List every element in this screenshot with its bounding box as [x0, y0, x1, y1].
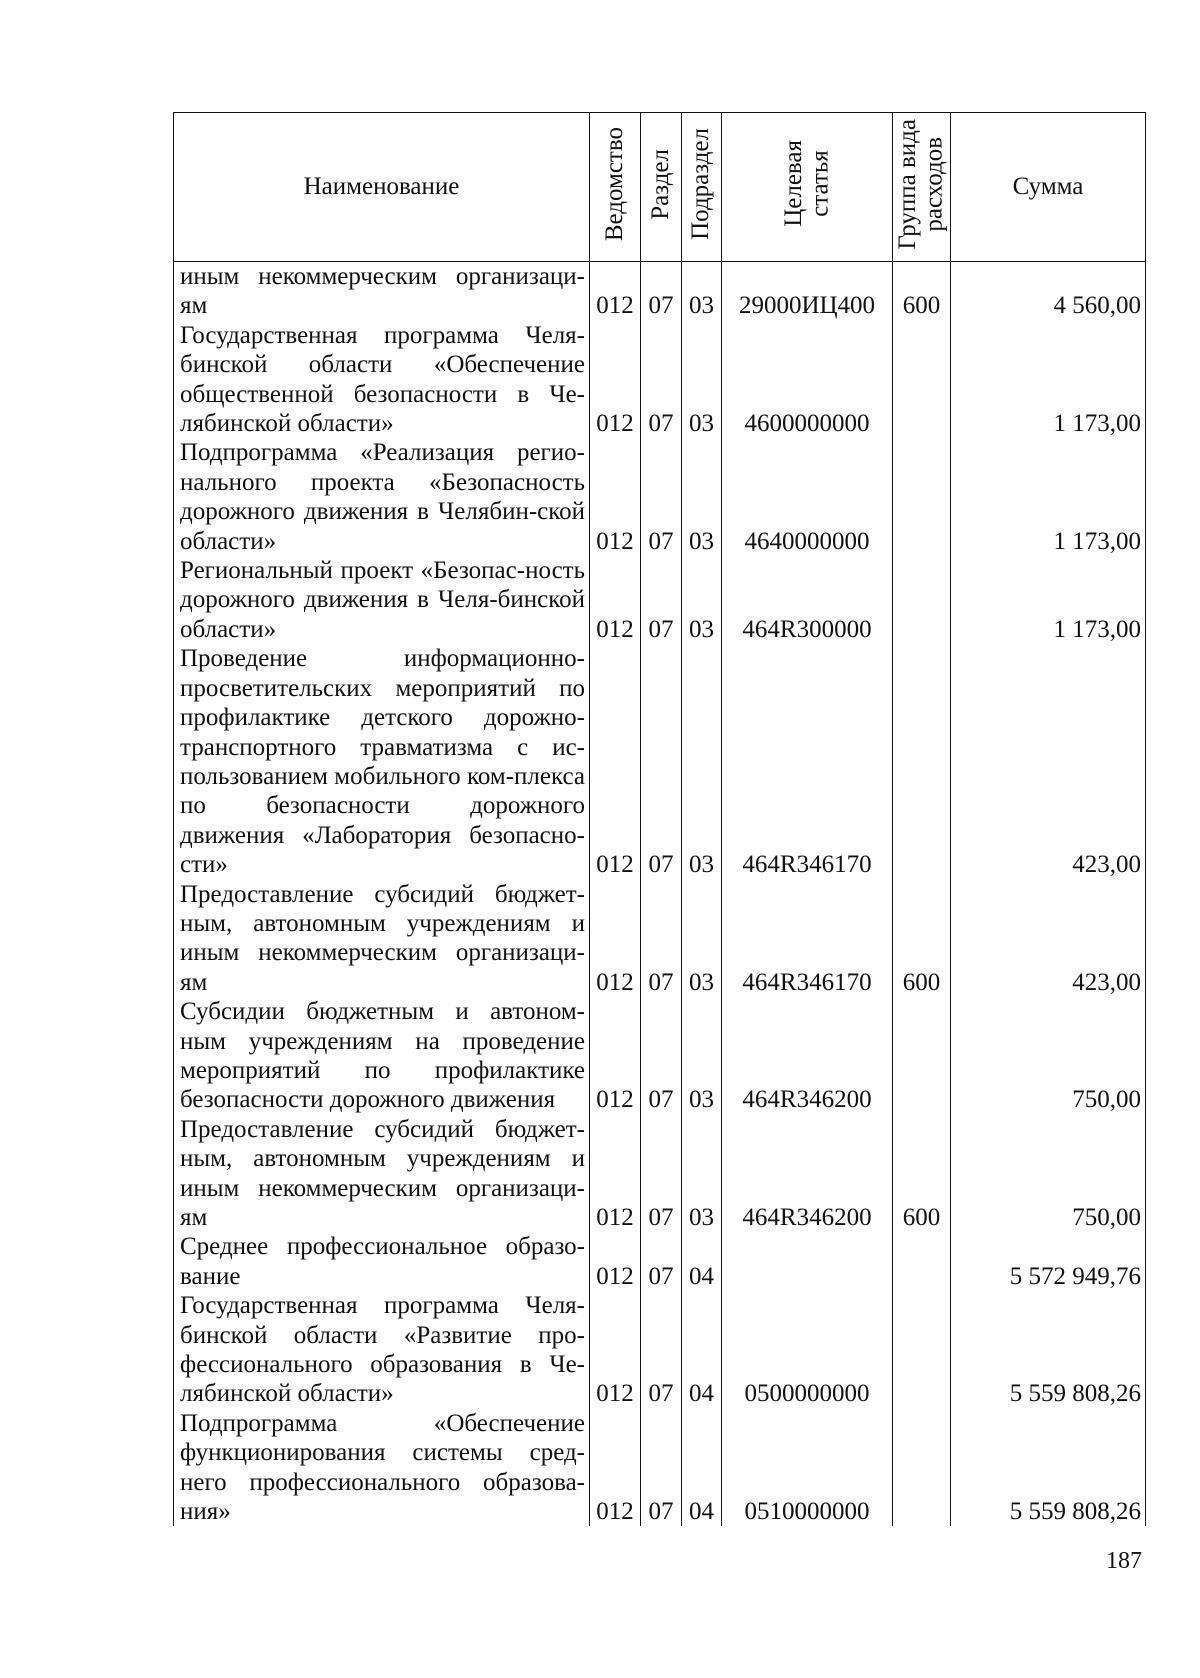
row-section-cell: 07: [641, 1232, 682, 1291]
table-row: [174, 1115, 1146, 1233]
row-subsection-cell: 03: [682, 997, 722, 1115]
table-header: [174, 113, 1146, 262]
row-expense-group-cell: [893, 1232, 951, 1291]
row-department-cell: 012: [590, 556, 641, 644]
row-amount-cell: 423,00: [951, 880, 1146, 998]
header-expense-group-line2: расходов: [920, 136, 948, 232]
row-subsection-cell: 03: [682, 644, 722, 879]
row-expense-group-cell: [893, 997, 951, 1115]
row-subsection-cell: 03: [682, 1115, 722, 1233]
row-department-cell: 012: [590, 262, 641, 321]
row-name-cell: Государственная программа Челя-бинской области «Развитие про-фессионального образования в Че-лябинской области»: [174, 1291, 590, 1409]
row-subsection-cell: 03: [682, 556, 722, 644]
table-row: [174, 1232, 1146, 1291]
row-expense-group-cell: [893, 1291, 951, 1409]
header-department: [590, 113, 641, 262]
table-row: [174, 438, 1146, 556]
row-department-cell: 012: [590, 321, 641, 439]
table-body: [174, 262, 1146, 1527]
row-subsection-cell: 03: [682, 438, 722, 556]
row-subsection-cell: 04: [682, 1291, 722, 1409]
row-department-cell: 012: [590, 1291, 641, 1409]
row-name-cell: Субсидии бюджетным и автоном-ным учреждениям на проведение мероприятий по профилактике безопасности дорожного движения: [174, 997, 590, 1115]
table-row: [174, 997, 1146, 1115]
header-target-article: [722, 113, 893, 262]
header-amount: [951, 113, 1146, 262]
header-target-article-line1: Целевая: [779, 140, 807, 228]
row-amount-cell: 750,00: [951, 997, 1146, 1115]
row-target-article-cell: 464R346200: [722, 1115, 893, 1233]
row-section-cell: 07: [641, 880, 682, 998]
row-subsection-cell: 04: [682, 1232, 722, 1291]
row-section-cell: 07: [641, 556, 682, 644]
row-section-cell: 07: [641, 262, 682, 321]
row-expense-group-cell: 600: [893, 880, 951, 998]
row-amount-cell: 423,00: [951, 644, 1146, 879]
row-target-article-cell: 464R346170: [722, 880, 893, 998]
row-amount-cell: 750,00: [951, 1115, 1146, 1233]
row-subsection-cell: 04: [682, 1409, 722, 1527]
row-amount-cell: 1 173,00: [951, 438, 1146, 556]
row-target-article-cell: 464R300000: [722, 556, 893, 644]
row-subsection-cell: 03: [682, 880, 722, 998]
page-number: 187: [1106, 1548, 1142, 1574]
row-department-cell: 012: [590, 880, 641, 998]
header-target-article-text: [781, 140, 834, 227]
row-section-cell: 07: [641, 1115, 682, 1233]
row-amount-cell: 1 173,00: [951, 321, 1146, 439]
row-target-article-cell: 4600000000: [722, 321, 893, 439]
header-expense-group-line1: Группа вида: [894, 118, 922, 250]
budget-expenditure-table: [173, 112, 1146, 1526]
header-subsection-text: Подраздел: [687, 127, 715, 240]
table-row: [174, 556, 1146, 644]
row-amount-cell: 1 173,00: [951, 556, 1146, 644]
table-row: [174, 1409, 1146, 1527]
row-expense-group-cell: 600: [893, 262, 951, 321]
header-name-text: Наименование: [303, 172, 460, 200]
header-section-text: Раздел: [646, 148, 674, 220]
row-section-cell: 07: [641, 997, 682, 1115]
row-target-article-cell: 464R346200: [722, 997, 893, 1115]
row-department-cell: 012: [590, 644, 641, 879]
header-subsection: [682, 113, 722, 262]
row-name-cell: Предоставление субсидий бюджет-ным, автономным учреждениям и иным некоммерческим организаци-ям: [174, 880, 590, 998]
row-expense-group-cell: 600: [893, 1115, 951, 1233]
row-amount-cell: 5 559 808,26: [951, 1409, 1146, 1527]
header-department-text: Ведомство: [600, 126, 628, 241]
row-target-article-cell: 0510000000: [722, 1409, 893, 1527]
table-row: [174, 262, 1146, 321]
row-name-cell: Подпрограмма «Реализация регио-нального проекта «Безопасность дорожного движения в Челябин-ской области»: [174, 438, 590, 556]
row-department-cell: 012: [590, 438, 641, 556]
header-target-article-line2: статья: [806, 150, 833, 218]
row-department-cell: 012: [590, 1232, 641, 1291]
header-expense-group-text: [895, 119, 948, 250]
row-name-cell: Подпрограмма «Обеспечение функционирования системы сред-него профессионального образова-ния»: [174, 1409, 590, 1527]
table-row: [174, 321, 1146, 439]
row-amount-cell: 5 559 808,26: [951, 1291, 1146, 1409]
row-target-article-cell: 4640000000: [722, 438, 893, 556]
header-expense-group: [893, 113, 951, 262]
row-name-cell: Проведение информационно-просветительских мероприятий по профилактике детского дорожно-транспортного травматизма с ис-пользованием мобильного ком-плекса по безопасности дорожного движения «Лаборатория безопасно-сти»: [174, 644, 590, 879]
row-target-article-cell: 29000ИЦ400: [722, 262, 893, 321]
row-name-cell: Региональный проект «Безопас-ность дорожного движения в Челя-бинской области»: [174, 556, 590, 644]
table-row: [174, 880, 1146, 998]
row-target-article-cell: [722, 1232, 893, 1291]
row-expense-group-cell: [893, 438, 951, 556]
row-section-cell: 07: [641, 1409, 682, 1527]
row-expense-group-cell: [893, 556, 951, 644]
row-name-cell: Среднее профессиональное образо-вание: [174, 1232, 590, 1291]
row-name-cell: иным некоммерческим организаци-ям: [174, 262, 590, 321]
row-amount-cell: 4 560,00: [951, 262, 1146, 321]
table-row: [174, 644, 1146, 879]
row-department-cell: 012: [590, 1115, 641, 1233]
row-section-cell: 07: [641, 321, 682, 439]
row-expense-group-cell: [893, 1409, 951, 1527]
row-subsection-cell: 03: [682, 262, 722, 321]
row-name-cell: Предоставление субсидий бюджет-ным, автономным учреждениям и иным некоммерческим организаци-ям: [174, 1115, 590, 1233]
table-row: [174, 1291, 1146, 1409]
row-department-cell: 012: [590, 1409, 641, 1527]
row-target-article-cell: 464R346170: [722, 644, 893, 879]
header-name: [174, 113, 590, 262]
row-section-cell: 07: [641, 1291, 682, 1409]
header-section: [641, 113, 682, 262]
header-amount-text: Сумма: [1012, 172, 1084, 200]
row-amount-cell: 5 572 949,76: [951, 1232, 1146, 1291]
row-subsection-cell: 03: [682, 321, 722, 439]
row-name-cell: Государственная программа Челя-бинской области «Обеспечение общественной безопасности в Че-лябинской области»: [174, 321, 590, 439]
row-section-cell: 07: [641, 438, 682, 556]
row-department-cell: 012: [590, 997, 641, 1115]
row-expense-group-cell: [893, 644, 951, 879]
row-target-article-cell: 0500000000: [722, 1291, 893, 1409]
header-row: [174, 113, 1146, 262]
row-section-cell: 07: [641, 644, 682, 879]
row-expense-group-cell: [893, 321, 951, 439]
